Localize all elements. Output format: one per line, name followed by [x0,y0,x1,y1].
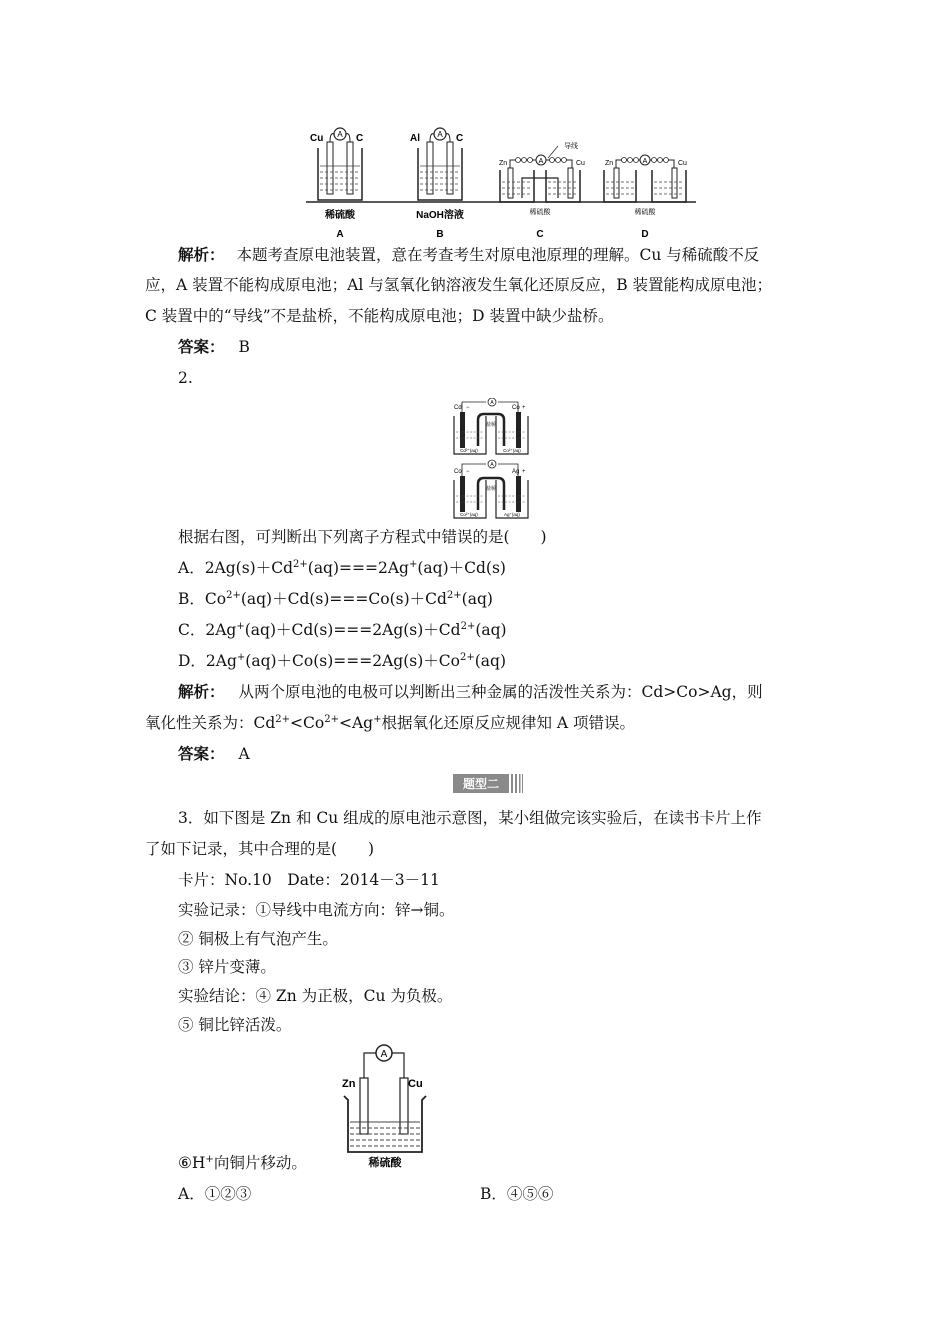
q2-option-c[interactable]: C．$2Ag^+(aq)+Cd(s)===2Ag(s)+Cd^{2+}(aq)$ [178,621,507,639]
q2-analysis-line2: 氧化性关系为：$Cd^{2+}<Co^{2+}<Ag^+$根据氧化还原反应规律知 A 项错误。 [145,714,636,732]
q2-stem: 根据右图，可判断出下列离子方程式中错误的是( ) [178,528,547,546]
fig2-top-left: Cd [454,405,462,411]
cell-c-label: C [536,229,544,240]
cell-a [310,128,363,240]
fig2-bot-bridge: 盐桥 [485,486,497,492]
q3-record-5: ⑤ 铜比锌活泼。 [178,1016,292,1034]
q3-stem-line2: 了如下记录，其中合理的是( ) [145,840,375,858]
q3-stem-line1: 3．如下图是 Zn 和 Cu 组成的原电池示意图，某小组做完该实验后，在读书卡片上作 [178,809,762,827]
cell-a-solution: 稀硫酸 [325,210,355,221]
q3-record-1: 实验记录：①导线中电流方向：锌→铜。 [178,901,455,919]
q1-analysis-line1: 解析： 本题考查原电池装置，意在考查考生对原电池原理的理解。Cu 与稀硫酸不反 [178,245,760,264]
cell-d-label: D [641,229,649,240]
fig3-right-label: Cu [408,1078,423,1090]
cell-a-meter: A [337,130,343,139]
cell-a-right-label: C [356,133,364,144]
fig2-top-sol-right: Co²⁺(aq) [503,448,521,453]
q2-option-a[interactable]: A．$2Ag(s)+Cd^{2+}(aq)===2Ag^+(aq)+Cd(s)$ [178,559,506,577]
cell-b-label: B [436,229,444,240]
cell-c-wire-label: 导线 [564,143,578,150]
cell-b-solution: NaOH溶液 [416,210,464,221]
fig2-top-sol-left: Cd²⁺(aq) [460,448,478,453]
cell-c [499,141,585,240]
fig2-top-bridge: 盐桥 [485,422,497,428]
cell-b-right-label: C [456,133,464,144]
q3-record-6: ⑥H+向铜片移动。 [178,1154,307,1172]
q1-analysis-line2: 应，A 装置不能构成原电池；Al 与氢氧化钠溶液发生氧化还原反应，B 装置能构成原电池； [145,276,773,294]
q2-option-d[interactable]: D．$2Ag^+(aq)+Co(s)===2Ag(s)+Co^{2+}(aq)$ [178,652,506,670]
fig2-top-right: Co [512,405,520,411]
cell-c-right-label: Cu [576,160,585,167]
fig2-bot-minus: − [466,469,470,475]
q1-analysis-label: 解析： [178,245,225,264]
fig2-top-minus: − [466,405,470,411]
fig2-bot-plus: + [522,469,526,475]
cell-b [410,128,464,240]
q1-analysis-line3: C 装置中的“导线”不是盐桥，不能构成原电池；D 装置中缺少盐桥。 [145,307,614,325]
fig3-left-label: Zn [342,1078,356,1090]
cell-c-solution: 稀硫酸 [529,209,551,216]
figure-2-cells [452,398,532,522]
q1-answer: 答案： B [178,337,250,356]
q3-option-b[interactable]: B．④⑤⑥ [480,1185,554,1203]
figure-1-cells [296,124,706,242]
fig2-top-plus: + [522,405,526,411]
q2-answer: 答案： A [178,744,250,763]
fig2-bot-sol-right: Ag⁺(aq) [504,512,520,517]
cell-a-left-label: Cu [310,133,324,144]
cell-a-label: A [336,229,344,240]
q3-option-a[interactable]: A．①②③ [178,1185,252,1203]
cell-d-left-label: Zn [605,160,614,167]
section-badge [453,774,525,793]
cell-b-meter: A [437,130,443,139]
q2-number: 2. [178,369,193,387]
fig3-solution: 稀硫酸 [368,1157,402,1169]
q3-card: 卡片：No.10 Date：2014－3－11 [178,871,440,889]
q2-analysis-line1: 解析： 从两个原电池的电极可以判断出三种金属的活泼性关系为：Cd>Co>Ag，则 [178,682,763,701]
figure-3-cell [338,1040,438,1172]
cell-c-left-label: Zn [499,160,508,167]
fig2-bot-right: Ag [512,469,520,475]
section-badge-label: 题型二 [462,777,500,791]
cell-d-right-label: Cu [678,160,687,167]
cell-d-solution: 稀硫酸 [634,209,656,216]
cell-d [604,155,687,240]
q3-record-3: ③ 锌片变薄。 [178,958,276,976]
q3-record-4: 实验结论：④ Zn 为正极，Cu 为负极。 [178,987,453,1005]
q3-record-2: ② 铜极上有气泡产生。 [178,930,338,948]
cell-b-left-label: Al [410,133,420,144]
fig3-meter: A [380,1049,388,1060]
q2-option-b[interactable]: B．$Co^{2+}(aq)+Cd(s)===Co(s)+Cd^{2+}(aq)$ [178,590,493,608]
fig2-bot-left: Co [454,469,462,475]
svg-text:A: A [490,400,494,406]
svg-text:A: A [490,462,494,468]
cell-d-meter: A [642,158,648,165]
fig2-bot-sol-left: Co²⁺(aq) [460,512,478,517]
cell-c-meter: A [538,158,544,165]
